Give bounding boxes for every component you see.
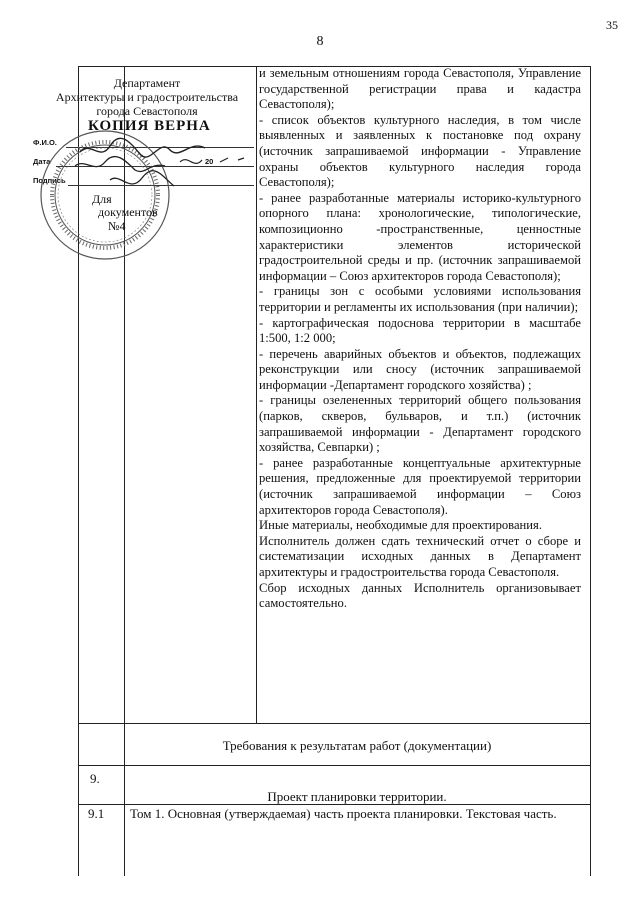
volume-description: Том 1. Основная (утверждаемая) часть проекта планировки. Текстовая часть. — [130, 806, 557, 821]
source-data-list — [259, 66, 581, 612]
date-year-label: 20 — [205, 157, 214, 166]
list-item: Иные материалы, необходимые для проектирования. — [259, 518, 542, 533]
seal-text-line: документов — [98, 205, 158, 219]
copy-certified-label: КОПИЯ ВЕРНА — [88, 118, 211, 134]
list-item: - ранее разработанные материалы историко-культурного опорного плана: хронологические, типологические, композиционно -пространственные, ценностные характеристики элементов исторической градостроительной среды и пр. (источник запрашиваемой информации – Союз архитекторов города Севастополя); — [259, 190, 581, 283]
list-item: - ранее разработанные концептуальные архитектурные решения, предложенные для проектируемой территории (источник запрашиваемой информации – Союз архитекторов города Севастополя). — [259, 455, 581, 517]
list-item: и земельным отношениям города Севастополя, Управление государственной регистрации права и кадастра Севастополя); — [259, 66, 581, 112]
project-title: Проект планировки территории. — [267, 789, 447, 804]
department-line: Департамент — [113, 76, 181, 90]
row-number: 9.1 — [88, 806, 105, 821]
signature-label: Подпись — [33, 176, 66, 185]
department-stamp — [34, 76, 260, 118]
row-divider — [78, 765, 591, 766]
seal-text: Для — [92, 192, 112, 206]
row-number: 9. — [90, 771, 100, 786]
list-item: - перечень аварийных объектов и объектов, подлежащих реконструкции или сносу (источник запрашиваемой информации -Департамент городского хозяйства) ; — [259, 346, 581, 392]
list-item: - картографическая подосновa территории в масштабе 1:500, 1:2 000; — [259, 315, 581, 346]
department-line: Архитектуры и градостроительства — [55, 90, 239, 104]
page-number-center: 8 — [316, 34, 324, 49]
list-item: Сбор исходных данных Исполнитель организовывает самостоятельно. — [259, 580, 581, 611]
table-right-border — [590, 66, 591, 876]
row-divider — [78, 723, 591, 724]
seal-number: №4 — [108, 219, 126, 233]
handwritten-signature-icon — [70, 132, 260, 202]
fio-label: Ф.И.О. — [33, 138, 57, 147]
list-item: Исполнитель должен сдать технический отчет о сборе и систематизации исходных данных в Департамент архитектуры и градостроительства города Севастополя. — [259, 533, 581, 579]
seal-text — [98, 205, 158, 220]
requirements-heading: Требования к результатам работ (документации) — [222, 738, 492, 753]
date-label: Дата — [33, 157, 51, 166]
list-item: - границы зон с особыми условиями использования территории и регламенты их использования (при наличии); — [259, 284, 581, 314]
list-item: - границы озелененных территорий общего пользования (парков, скверов, бульваров, и т.п.) (источник запрашиваемой информации - Департамент городского хозяйства, Севпарки) ; — [259, 393, 581, 455]
page-number-top: 35 — [606, 18, 618, 32]
department-line: города Севастополя — [96, 104, 198, 118]
list-item: - список объектов культурного наследия, в том числе выявленных и заявленных к постановке под охрану (источник запрашиваемой информации - Управление охраны объектов культурного наследия города Севастополя); — [259, 112, 581, 190]
